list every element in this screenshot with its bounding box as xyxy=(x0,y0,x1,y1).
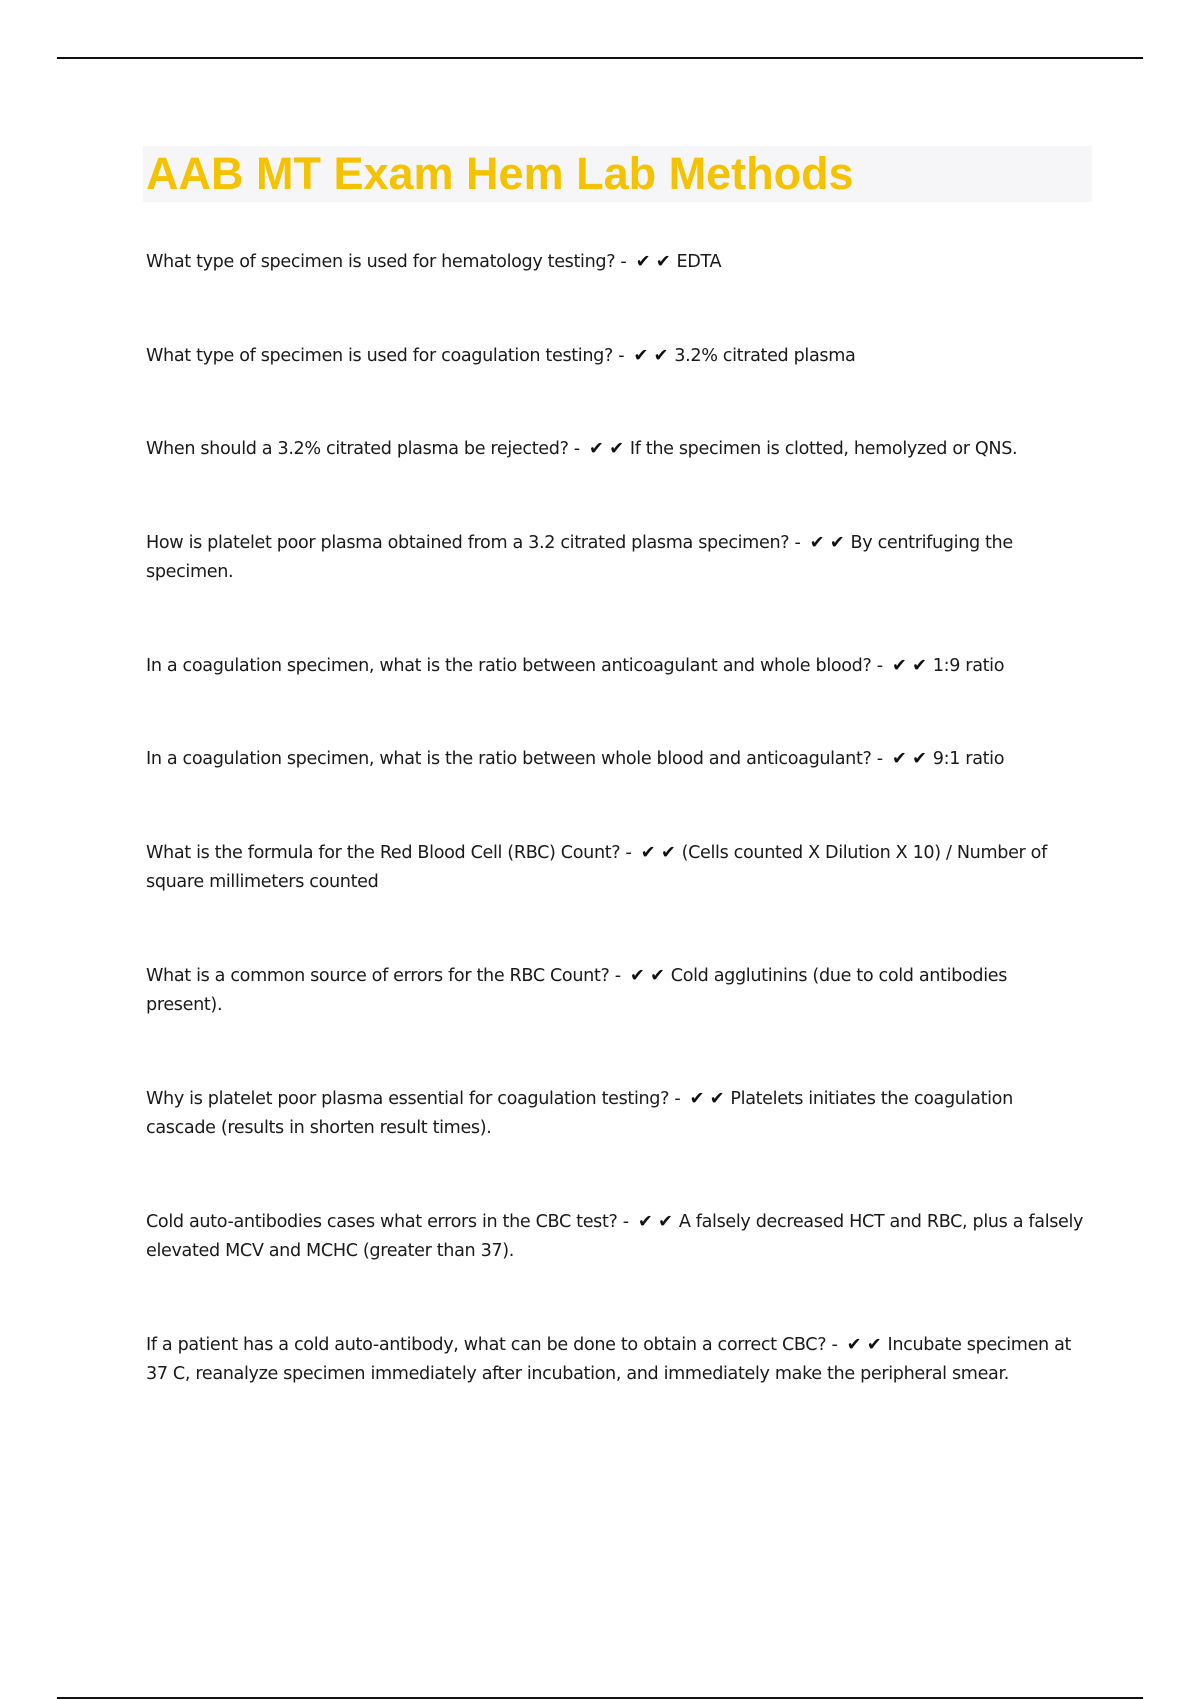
footer-rule xyxy=(57,1697,1143,1699)
qa-item xyxy=(146,652,1086,681)
double-check-icon: ✔ ✔ xyxy=(633,346,669,366)
qa-item xyxy=(146,435,1086,464)
qa-question: What type of specimen is used for coagulation testing? - xyxy=(146,346,625,366)
qa-item xyxy=(146,1085,1086,1142)
qa-answer: A falsely decreased HCT and RBC, plus a falsely elevated MCV and MCHC (greater than 37). xyxy=(146,1212,1084,1261)
qa-answer: If the specimen is clotted, hemolyzed or QNS. xyxy=(629,439,1018,459)
qa-item xyxy=(146,342,1086,371)
qa-question: What is the formula for the Red Blood Cell (RBC) Count? - xyxy=(146,843,632,863)
double-check-icon: ✔ ✔ xyxy=(809,533,845,553)
qa-answer: 3.2% citrated plasma xyxy=(674,346,856,366)
qa-answer: (Cells counted X Dilution X 10) / Number of square millimeters counted xyxy=(146,843,1047,892)
double-check-icon: ✔ ✔ xyxy=(640,843,676,863)
qa-answer: EDTA xyxy=(676,252,722,272)
qa-answer: 9:1 ratio xyxy=(932,749,1005,769)
qa-item xyxy=(146,745,1086,774)
qa-answer: Platelets initiates the coagulation cascade (results in shorten result times). xyxy=(146,1089,1013,1138)
double-check-icon: ✔ ✔ xyxy=(689,1089,725,1109)
qa-question: If a patient has a cold auto-antibody, what can be done to obtain a correct CBC? - xyxy=(146,1335,838,1355)
double-check-icon: ✔ ✔ xyxy=(891,656,927,676)
qa-item xyxy=(146,1331,1086,1388)
qa-question: Why is platelet poor plasma essential for coagulation testing? - xyxy=(146,1089,681,1109)
double-check-icon: ✔ ✔ xyxy=(846,1335,882,1355)
qa-question: What type of specimen is used for hematology testing? - xyxy=(146,252,627,272)
qa-question: In a coagulation specimen, what is the ratio between whole blood and anticoagulant? - xyxy=(146,749,883,769)
qa-item xyxy=(146,839,1086,896)
qa-item xyxy=(146,529,1086,586)
double-check-icon: ✔ ✔ xyxy=(589,439,624,459)
qa-question: What is a common source of errors for the RBC Count? - xyxy=(146,966,621,986)
qa-item xyxy=(146,248,1086,277)
qa-question: Cold auto-antibodies cases what errors in the CBC test? - xyxy=(146,1212,629,1232)
qa-answer: Cold agglutinins (due to cold antibodies present). xyxy=(146,966,1008,1015)
double-check-icon: ✔ ✔ xyxy=(638,1212,673,1232)
document-title: AAB MT Exam Hem Lab Methods xyxy=(146,148,854,199)
qa-question: How is platelet poor plasma obtained from a 3.2 citrated plasma specimen? - xyxy=(146,533,801,553)
qa-answer: Incubate specimen at 37 C, reanalyze specimen immediately after incubation, and immediately make the peripheral smear. xyxy=(146,1335,1072,1384)
qa-question: When should a 3.2% citrated plasma be rejected? - xyxy=(146,439,580,459)
double-check-icon: ✔ ✔ xyxy=(635,252,671,272)
double-check-icon: ✔ ✔ xyxy=(629,966,665,986)
header-rule xyxy=(57,57,1143,59)
qa-answer: 1:9 ratio xyxy=(932,656,1005,676)
qa-item xyxy=(146,1208,1086,1265)
qa-item xyxy=(146,962,1086,1019)
double-check-icon: ✔ ✔ xyxy=(891,749,927,769)
qa-answer: By centrifuging the specimen. xyxy=(146,533,1013,582)
qa-question: In a coagulation specimen, what is the ratio between anticoagulant and whole blood? - xyxy=(146,656,883,676)
